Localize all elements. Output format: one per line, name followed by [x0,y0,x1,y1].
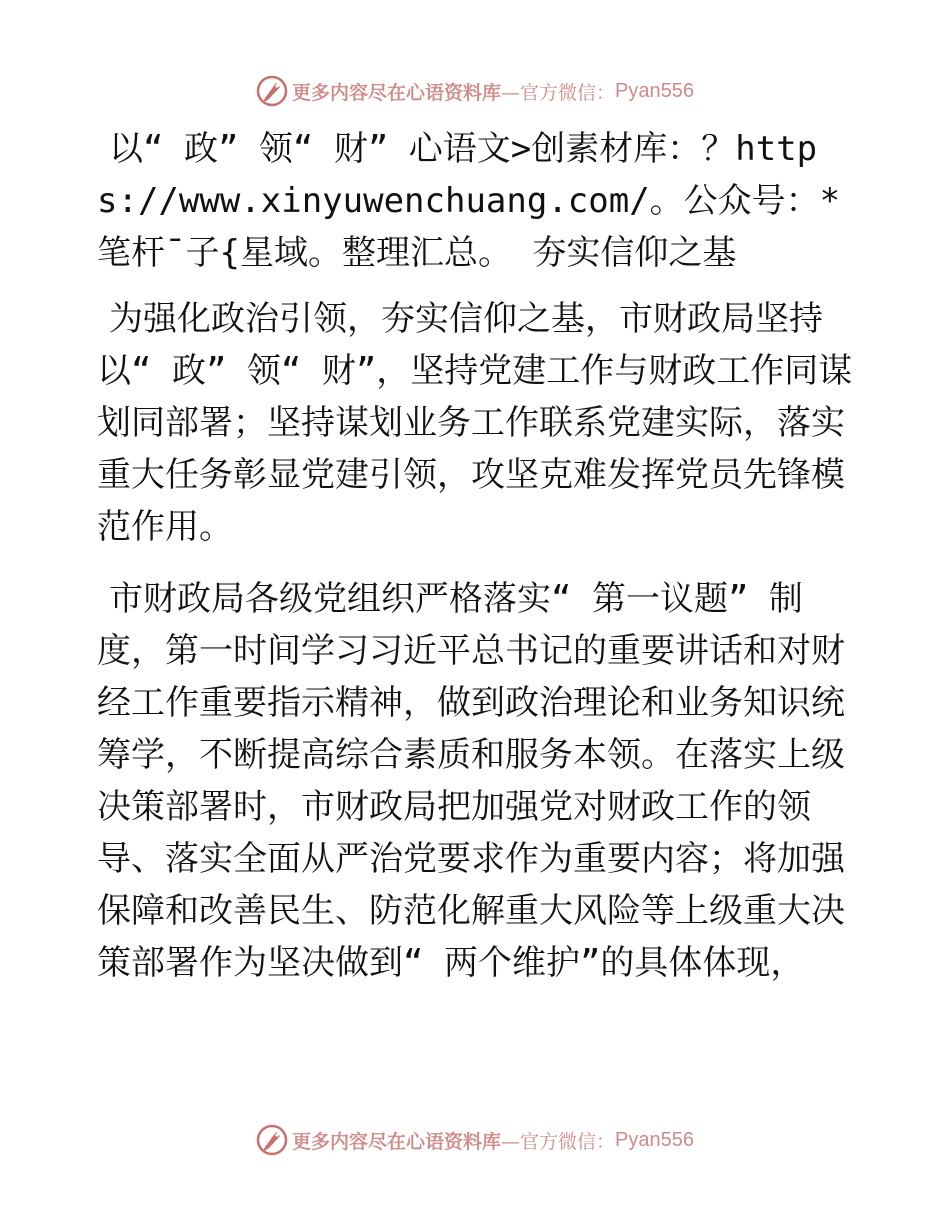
watermark-text: 更多内容尽在心语资料库 [292,1130,502,1153]
pen-nib-logo-icon [256,75,288,107]
watermark-text: 更多内容尽在心语资料库 [292,81,502,104]
footer-watermark [0,1120,950,1160]
paragraph: 为强化政治引领，夯实信仰之基，市财政局坚持以“ 政” 领“ 财”，坚持党建工作与财政工作同谋划同部署；坚持谋划业务工作联系党建实际，落实重大任务彰显党建引领，攻坚克难发挥党员先锋模范作用。 [97,299,853,547]
paragraph-title: 以“ 政” 领“ 财” 心语文>创素材库：？https://www.xinyuwenchuang.com/。公众号：*笔杆¯子{星域。整理汇总。 夯实信仰之基 [97,129,841,273]
watermark-separator: —官方微信： [501,1130,616,1153]
watermark-separator: —官方微信： [501,81,616,104]
document-body [97,123,857,1009]
watermark-handle: Pyan556 [615,79,694,102]
header-watermark [0,71,950,111]
watermark-handle: Pyan556 [615,1128,694,1151]
paragraph: 市财政局各级党组织严格落实“ 第一议题” 制度，第一时间学习习近平总书记的重要讲话和对财经工作重要指示精神，做到政治理论和业务知识统筹学，不断提高综合素质和服务本领。在落实上级决策部署时，市财政局把加强党对财政工作的领导、落实全面从严治党要求作为重要内容；将加强保障和改善民生、防范化解重大风险等上级重大决策部署作为坚决做到“ 两个维护”的具体体现， [97,579,845,983]
pen-nib-logo-icon [256,1124,288,1156]
